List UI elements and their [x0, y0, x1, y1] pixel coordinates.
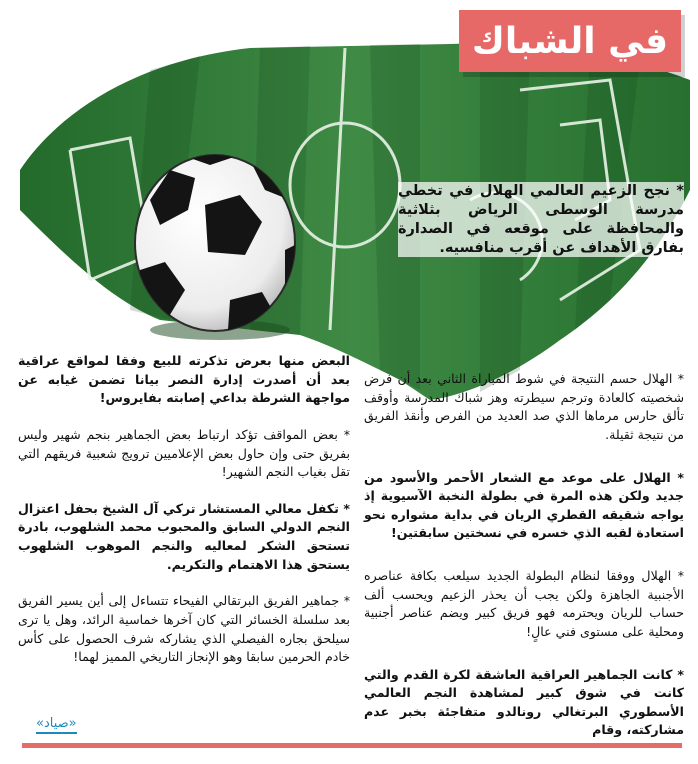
paragraph-hilal-foreign: * الهلال ووفقا لنظام البطولة الجديد سيلعب بكافة عناصره الأجنبية الجاهزة ولكن يجب أن يحذر الزعيم ويحسب ألف حساب للريان ويحترمه فهو فريق كبير ويضم عناصر أجنبية ومحلية على مستوى فني عالٍ! — [364, 568, 684, 639]
lead-paragraph-box — [398, 182, 684, 257]
paragraph-hilal-asia: * الهلال على موعد مع الشعار الأحمر والأسود من جديد ولكن هذه المرة في بطولة النخبة الآسيوية إذ يواجه شقيقه القطري الريان في بداية مشواره نحو استعادة لقبه الذي خسره في نسختين سابقتين! — [364, 469, 684, 541]
paragraph-ticket-sale: البعض منها بعرض تذكرته للبيع وفقا لمواقع عراقية بعد أن أصدرت إدارة النصر بيانا تضمن غيابه عن مواجهة الشرطة بداعي إصابته بفايروس! — [18, 353, 350, 406]
lead-paragraph: * نجح الزعيم العالمي الهلال في تخطي مدرسة الوسطى الرياض بثلاثية والمحافظة على موقعه في الصدارة بفارق الأهداف عن أقرب منافسيه. — [398, 183, 684, 256]
author-signature: «صياد» — [36, 716, 77, 734]
paragraph-star-fans: * بعض المواقف تؤكد ارتباط بعض الجماهير بنجم شهير وليس بفريق حتى وإن حاول بعض الإعلاميين ترويج شعبية فريقهم التي تقل بغياب النجم الشهير! — [18, 426, 350, 480]
right-column — [364, 370, 684, 740]
left-column — [18, 352, 350, 667]
bottom-divider — [22, 743, 682, 748]
paragraph-fayha: * جماهير الفريق البرتقالي الفيحاء تتساءل إلى أين يسير الفريق بعد سلسلة الخسائر التي كان آخرها خماسية الرائد، وهل يا ترى سيلحق بجاره الفيصلي الذي يشاركه شرف الحصول على كأس خادم الحرمين سابقا وهو الإنجاز التاريخي المميز لهما! — [18, 593, 350, 665]
paragraph-shalhoub-farewell: * تكفل معالي المستشار تركي آل الشيخ بحفل اعتزال النجم الدولي السابق والمحبوب محمد الشلهوب، بادرة تستحق الشكر لمعاليه والنجم الموهوب الشلهوب يستحق هذا الاهتمام والتكريم. — [18, 500, 350, 572]
section-title-badge — [459, 10, 681, 72]
section-title: في الشباك — [471, 20, 669, 62]
paragraph-hilal-result: * الهلال حسم النتيجة في شوط المباراة الثاني بعد أن فرض شخصيته كالعادة وترجم سيطرته وهز شباك المدرسة وأوقف تألق حارس مرماها الذي صد العديد من الفرص وأنقذ الفريق من نتيجة ثقيلة. — [364, 371, 684, 442]
paragraph-iraqi-fans: * كانت الجماهير العراقية العاشقة لكرة القدم والتي كانت في شوق كبير لمشاهدة النجم العالمي الأسطوري البرتغالي رونالدو متفاجئة بخبر عدم مشاركته، وقام — [364, 666, 684, 738]
